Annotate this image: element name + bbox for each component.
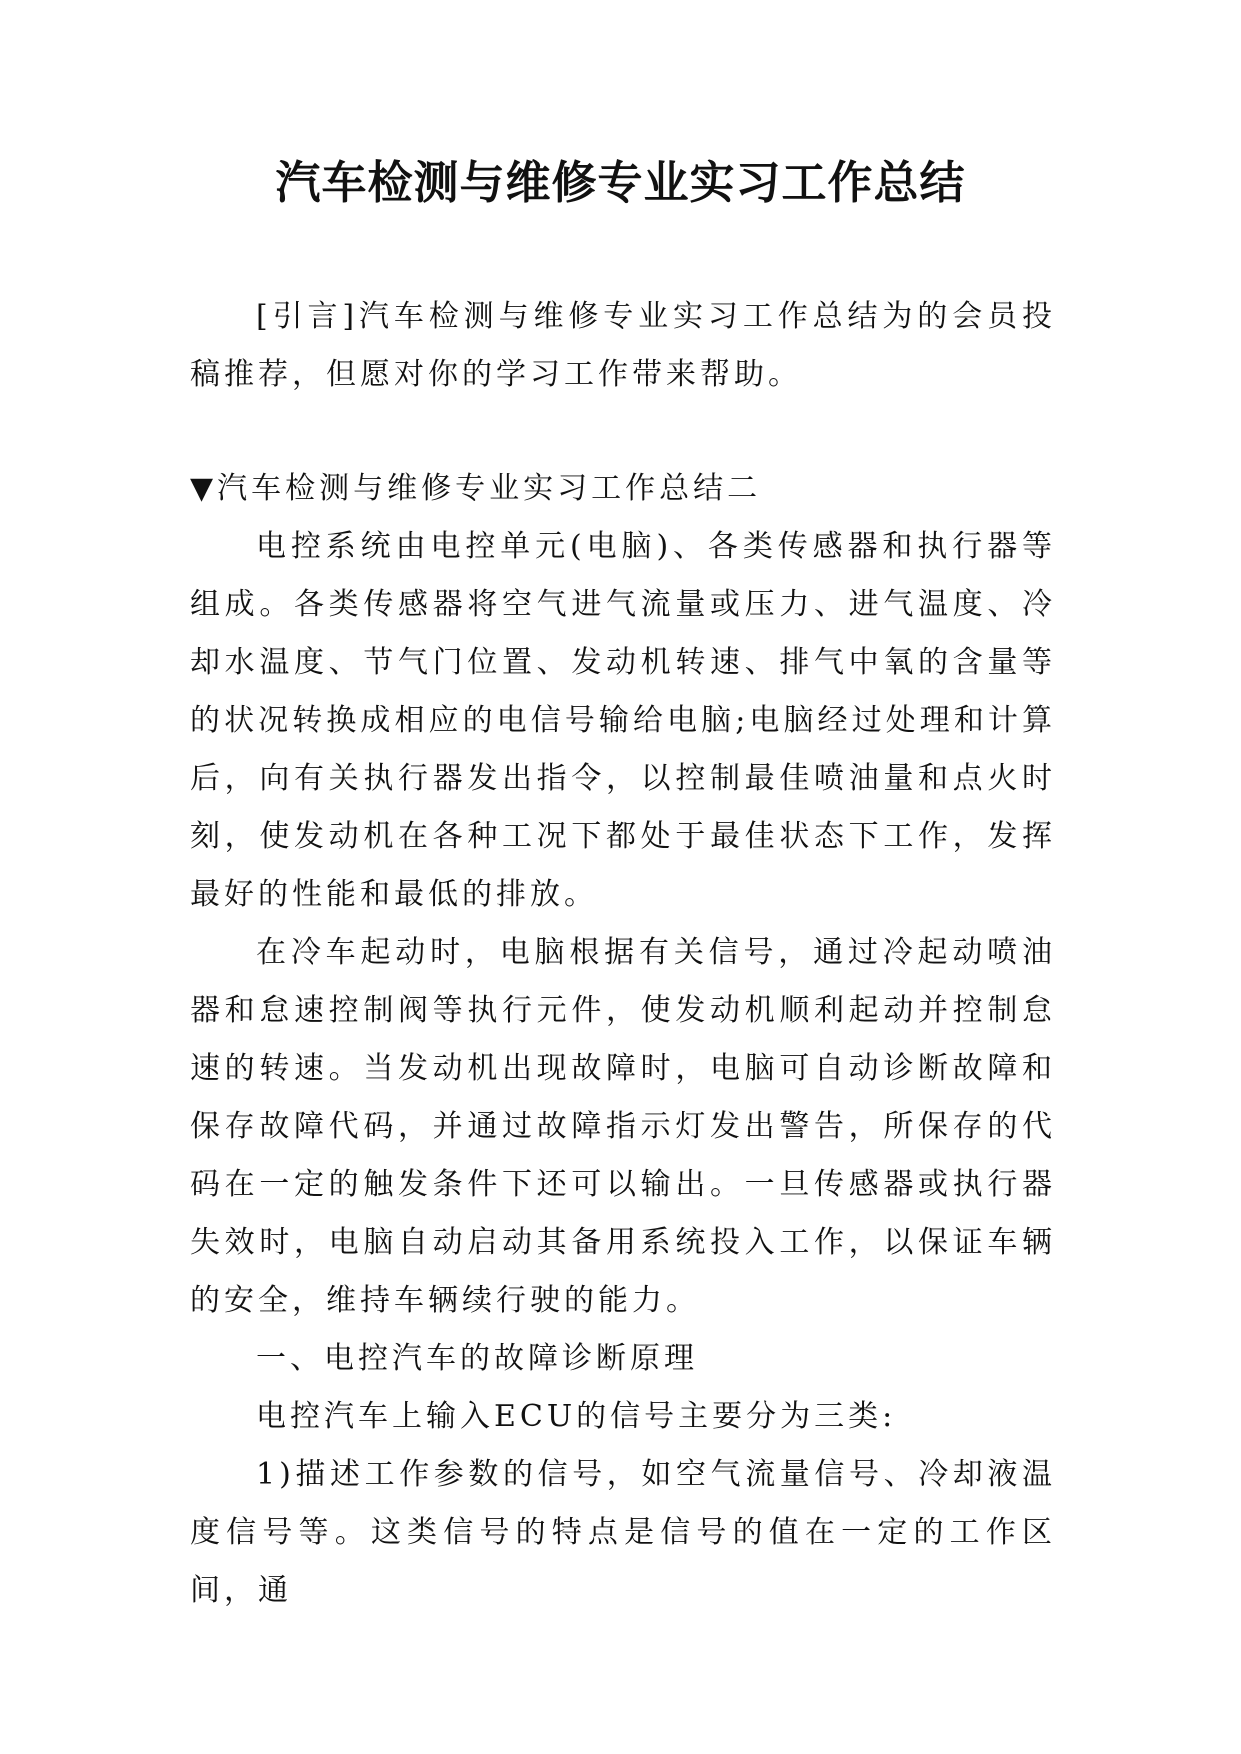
body-paragraph: 电控系统由电控单元(电脑)、各类传感器和执行器等组成。各类传感器将空气进气流量或压力、进气温度、冷却水温度、节气门位置、发动机转速、排气中氧的含量等的状况转换成相应的电信号输给电脑;电脑经过处理和计算后，向有关执行器发出指令，以控制最佳喷油量和点火时刻，使发动机在各种工况下都处于最佳状态下工作，发挥最好的性能和最低的排放。 [190, 529, 1056, 912]
body-paragraph: 在冷车起动时，电脑根据有关信号，通过冷起动喷油器和怠速控制阀等执行元件，使发动机顺利起动并控制怠速的转速。当发动机出现故障时，电脑可自动诊断故障和保存故障代码，并通过故障指示灯发出警告，所保存的代码在一定的触发条件下还可以输出。一旦传感器或执行器失效时，电脑自动启动其备用系统投入工作，以保证车辆的安全，维持车辆续行驶的能力。 [190, 935, 1056, 1318]
document-body [190, 518, 1056, 1620]
intro-paragraph: [引言]汽车检测与维修专业实习工作总结为的会员投稿推荐，但愿对你的学习工作带来帮助。 [190, 299, 1056, 392]
body-paragraph: 电控汽车上输入ECU的信号主要分为三类: [256, 1399, 897, 1434]
subheading: 一、电控汽车的故障诊断原理 [256, 1341, 698, 1376]
document-title: 汽车检测与维修专业实习工作总结 [275, 156, 966, 209]
section-heading: ▼汽车检测与维修专业实习工作总结二 [190, 471, 762, 506]
body-paragraph: 1)描述工作参数的信号，如空气流量信号、冷却液温度信号等。这类信号的特点是信号的值在一定的工作区间，通 [190, 1457, 1056, 1608]
